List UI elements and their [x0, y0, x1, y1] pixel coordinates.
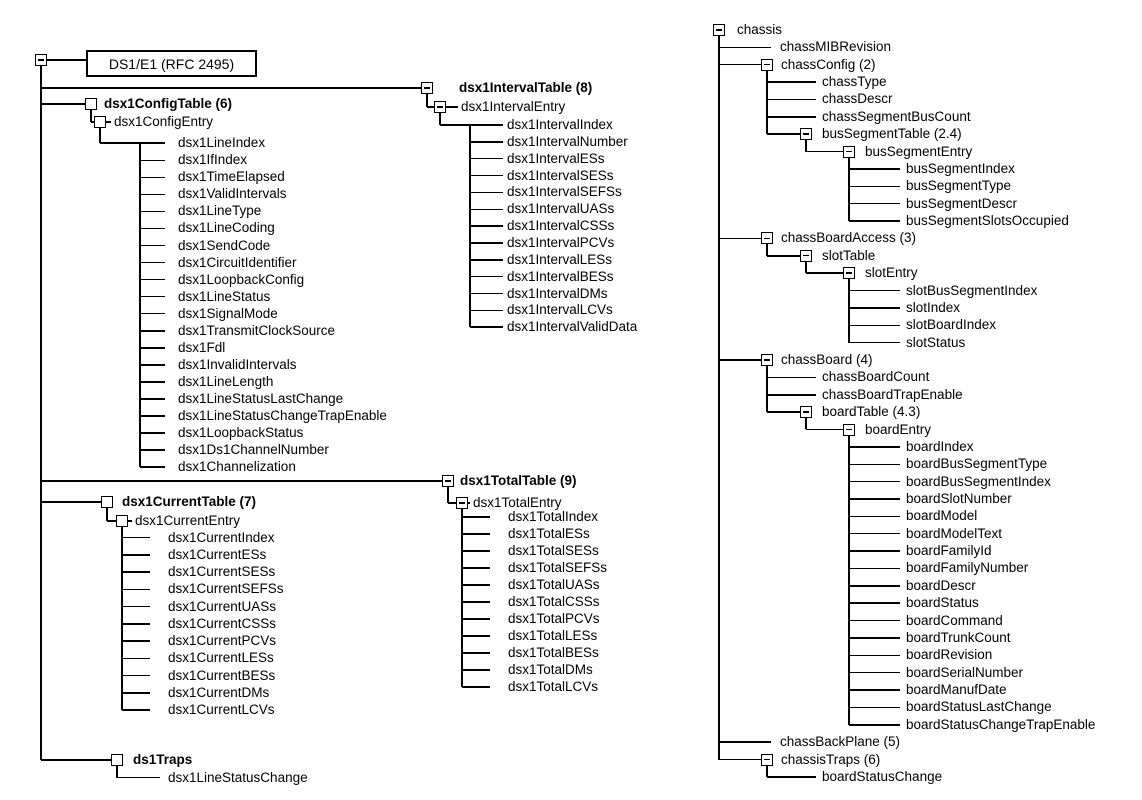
node-dsx1linestatus: dsx1LineStatus — [178, 288, 271, 304]
connector-line — [470, 242, 503, 244]
connector-line — [470, 276, 503, 278]
connector-line — [767, 411, 800, 413]
minus-icon — [716, 29, 722, 31]
minus-icon — [445, 480, 451, 482]
minus-icon — [764, 238, 770, 240]
connector-line — [90, 110, 92, 122]
connector-line — [849, 464, 900, 466]
node-dsx1intervalsefss: dsx1IntervalSEFSs — [507, 184, 622, 200]
connector-line — [849, 724, 900, 726]
node-boardmanufdate: boardManufDate — [906, 682, 1007, 698]
node-dsx1totaltable-9: dsx1TotalTable (9) — [460, 473, 577, 489]
expander-box[interactable] — [456, 497, 468, 509]
expander-box[interactable] — [434, 101, 446, 113]
node-dsx1currentuass: dsx1CurrentUASs — [168, 598, 277, 614]
connector-line — [470, 141, 503, 143]
node-chassistraps-6: chassisTraps (6) — [781, 751, 881, 767]
node-dsx1totalsess: dsx1TotalSESs — [508, 543, 599, 559]
connector-line — [122, 537, 150, 539]
connector-line — [140, 262, 165, 264]
node-boardbussegmentindex: boardBusSegmentIndex — [906, 473, 1051, 489]
connector-line — [849, 620, 900, 622]
connector-line — [122, 623, 150, 625]
connector-line — [440, 124, 503, 126]
node-boardtrunkcount: boardTrunkCount — [906, 630, 1011, 646]
node-bussegmentslotsoccupied: busSegmentSlotsOccupied — [906, 213, 1069, 229]
connector-line — [140, 398, 165, 400]
node-dsx1linecoding: dsx1LineCoding — [178, 220, 275, 236]
expander-box[interactable] — [761, 354, 773, 366]
connector-line — [462, 635, 490, 637]
minus-icon — [846, 429, 852, 431]
expander-box[interactable] — [442, 475, 454, 487]
connector-line — [849, 707, 900, 709]
connector-line — [849, 220, 900, 222]
connector-line — [140, 364, 165, 366]
minus-icon — [764, 759, 770, 761]
connector-line — [40, 66, 42, 760]
connector-line — [849, 533, 900, 535]
connector-line — [470, 293, 503, 295]
minus-icon — [803, 133, 809, 135]
node-dsx1totalsefss: dsx1TotalSEFSs — [508, 560, 608, 576]
connector-line — [719, 759, 761, 761]
connector-line — [448, 502, 456, 504]
connector-line — [140, 296, 165, 298]
node-bussegmentdescr: busSegmentDescr — [906, 195, 1018, 211]
connector-line — [140, 177, 165, 179]
connector-line — [806, 272, 843, 274]
connector-line — [128, 520, 132, 522]
node-ds1traps: ds1Traps — [133, 752, 193, 768]
expander-box[interactable] — [800, 250, 812, 262]
connector-line — [766, 244, 768, 255]
connector-line — [140, 313, 165, 315]
connector-line — [462, 516, 490, 518]
node-boardslotnumber: boardSlotNumber — [906, 491, 1012, 507]
connector-line — [122, 658, 150, 660]
node-slotindex: slotIndex — [906, 300, 961, 316]
node-dsx1intervalvaliddata: dsx1IntervalValidData — [507, 319, 638, 335]
minus-icon — [846, 151, 852, 153]
connector-line — [140, 415, 165, 417]
node-boardrevision: boardRevision — [906, 647, 993, 663]
connector-line — [122, 640, 150, 642]
node-chassboardtrapenable: chassBoardTrapEnable — [822, 386, 963, 402]
connector-line — [122, 554, 150, 556]
node-boardcommand: boardCommand — [906, 612, 1003, 628]
connector-line — [41, 759, 111, 761]
connector-line — [806, 151, 843, 153]
connector-line — [447, 487, 449, 503]
node-dsx1intervalindex: dsx1IntervalIndex — [507, 117, 613, 133]
connector-line — [41, 501, 101, 503]
connector-line — [122, 675, 150, 677]
connector-line — [719, 238, 761, 240]
node-dsx1linestatuschangetrapenable: dsx1LineStatusChangeTrapEnable — [178, 408, 387, 424]
expander-box[interactable] — [94, 116, 106, 128]
node-dsx1signalmode: dsx1SignalMode — [178, 305, 278, 321]
node-dsx1currenttable-7: dsx1CurrentTable (7) — [122, 494, 257, 510]
connector-line — [849, 498, 900, 500]
node-dsx1loopbackstatus: dsx1LoopbackStatus — [178, 425, 304, 441]
node-boardbussegmenttype: boardBusSegmentType — [906, 456, 1048, 472]
connector-line — [117, 777, 160, 779]
node-dsx1configtable-6: dsx1ConfigTable (6) — [104, 96, 233, 112]
node-dsx1totallcvs: dsx1TotalLCVs — [508, 679, 599, 695]
connector-line — [719, 47, 771, 49]
node-dsx1validintervals: dsx1ValidIntervals — [178, 186, 287, 202]
node-dsx1currentindex: dsx1CurrentIndex — [168, 529, 275, 545]
node-slotentry: slotEntry — [865, 265, 918, 281]
connector-line — [849, 168, 900, 170]
connector-line — [106, 508, 108, 521]
connector-line — [426, 94, 428, 107]
connector-line — [99, 128, 101, 143]
connector-line — [462, 652, 490, 654]
node-boardentry: boardEntry — [865, 421, 932, 437]
node-chasstype: chassType — [822, 74, 887, 90]
node-boardstatus: boardStatus — [906, 595, 979, 611]
expander-box[interactable] — [761, 232, 773, 244]
expander-box[interactable] — [713, 24, 725, 36]
node-dsx1intervaldms: dsx1IntervalDMs — [507, 285, 608, 301]
connector-line — [849, 550, 900, 552]
node-boardmodel: boardModel — [906, 508, 978, 524]
node-boardfamilynumber: boardFamilyNumber — [906, 560, 1029, 576]
minus-icon — [764, 359, 770, 361]
node-dsx1currententry: dsx1CurrentEntry — [135, 513, 241, 529]
connector-line — [122, 571, 150, 573]
node-dsx1currentsefss: dsx1CurrentSEFSs — [168, 581, 284, 597]
connector-line — [122, 606, 150, 608]
connector-line — [462, 601, 490, 603]
node-dsx1totaluass: dsx1TotalUASs — [508, 577, 600, 593]
connector-line — [140, 347, 165, 349]
connector-line — [470, 158, 503, 160]
node-boardstatuschange: boardStatusChange — [822, 769, 943, 785]
connector-line — [849, 672, 900, 674]
connector-line — [470, 225, 503, 227]
node-chasssegmentbuscount: chassSegmentBusCount — [822, 109, 971, 125]
connector-line — [140, 279, 165, 281]
node-bussegmenttable-2-4: busSegmentTable (2.4) — [822, 126, 962, 142]
connector-line — [849, 602, 900, 604]
node-chassdescr: chassDescr — [822, 91, 893, 107]
root-title-label: DS1/E1 (RFC 2495) — [108, 55, 235, 72]
connector-line — [140, 194, 165, 196]
connector-line — [719, 359, 761, 361]
connector-line — [41, 480, 442, 482]
node-dsx1intervalbess: dsx1IntervalBESs — [507, 268, 614, 284]
connector-line — [140, 160, 165, 162]
connector-line — [462, 686, 490, 688]
connector-line — [767, 776, 816, 778]
connector-line — [848, 436, 850, 725]
node-chassboardaccess-3: chassBoardAccess (3) — [781, 230, 917, 246]
node-dsx1intervalcsss: dsx1IntervalCSSs — [507, 218, 615, 234]
expander-box[interactable] — [761, 59, 773, 71]
minus-icon — [424, 87, 430, 89]
connector-line — [849, 481, 900, 483]
connector-line — [462, 533, 490, 535]
connector-line — [718, 36, 720, 760]
connector-line — [140, 432, 165, 434]
expander-box[interactable] — [843, 267, 855, 279]
expander-box[interactable] — [35, 54, 47, 66]
connector-line — [767, 394, 816, 396]
connector-line — [766, 366, 768, 412]
node-dsx1intervalentry: dsx1IntervalEntry — [461, 99, 566, 115]
node-dsx1currentdms: dsx1CurrentDMs — [168, 684, 270, 700]
connector-line — [849, 325, 900, 327]
node-dsx1invalidintervals: dsx1InvalidIntervals — [178, 357, 297, 373]
connector-line — [140, 449, 165, 451]
connector-line — [849, 446, 900, 448]
node-dsx1intervalsess: dsx1IntervalSESs — [507, 167, 614, 183]
connector-line — [767, 377, 816, 379]
node-dsx1timeelapsed: dsx1TimeElapsed — [178, 169, 285, 185]
connector-line — [767, 116, 816, 118]
node-dsx1currentbess: dsx1CurrentBESs — [168, 667, 276, 683]
connector-line — [439, 113, 441, 125]
connector-line — [470, 326, 503, 328]
node-dsx1totalcsss: dsx1TotalCSSs — [508, 594, 600, 610]
connector-line — [470, 192, 503, 194]
expander-box[interactable] — [101, 496, 113, 508]
node-dsx1circuitidentifier: dsx1CircuitIdentifier — [178, 254, 297, 270]
connector-line — [805, 418, 807, 429]
expander-box[interactable] — [421, 82, 433, 94]
node-dsx1currentsess: dsx1CurrentSESs — [168, 564, 276, 580]
connector-line — [140, 245, 165, 247]
connector-line — [470, 209, 503, 211]
node-dsx1ifindex: dsx1IfIndex — [178, 152, 248, 168]
node-dsx1linestatuschange: dsx1LineStatusChange — [168, 769, 308, 785]
connector-line — [848, 279, 850, 342]
node-dsx1sendcode: dsx1SendCode — [178, 237, 271, 253]
connector-line — [140, 330, 165, 332]
node-dsx1intervaltable-8: dsx1IntervalTable (8) — [459, 80, 593, 96]
node-dsx1totalless: dsx1TotalLESs — [508, 628, 598, 644]
connector-line — [122, 709, 150, 711]
node-boardstatuschangetrapenable: boardStatusChangeTrapEnable — [906, 716, 1096, 732]
connector-line — [122, 589, 150, 591]
node-dsx1totalbess: dsx1TotalBESs — [508, 645, 599, 661]
minus-icon — [803, 411, 809, 413]
connector-line — [849, 307, 900, 309]
connector-line — [140, 211, 165, 213]
node-dsx1intervaless: dsx1IntervalESs — [507, 150, 605, 166]
connector-line — [462, 669, 490, 671]
connector-line — [140, 466, 165, 468]
connector-line — [849, 655, 900, 657]
minus-icon — [38, 59, 44, 61]
node-dsx1fdl: dsx1Fdl — [178, 339, 226, 355]
connector-line — [140, 381, 165, 383]
minus-icon — [803, 255, 809, 257]
node-dsx1totaless: dsx1TotalESs — [508, 526, 590, 542]
expander-box[interactable] — [761, 754, 773, 766]
connector-line — [140, 228, 165, 230]
connector-line — [41, 87, 421, 89]
node-dsx1intervalless: dsx1IntervalLESs — [507, 251, 613, 267]
connector-line — [462, 550, 490, 552]
node-dsx1currentlcvs: dsx1CurrentLCVs — [168, 702, 275, 718]
node-chassboard-4: chassBoard (4) — [781, 352, 873, 368]
connector-line — [139, 143, 141, 467]
connector-line — [849, 585, 900, 587]
connector-line — [468, 502, 470, 504]
connector-line — [461, 509, 463, 687]
minus-icon — [437, 106, 443, 108]
node-dsx1linestatuslastchange: dsx1LineStatusLastChange — [178, 391, 344, 407]
node-dsx1totalindex: dsx1TotalIndex — [508, 509, 599, 525]
node-boardindex: boardIndex — [906, 439, 974, 455]
connector-line — [427, 106, 434, 108]
node-chassbackplane-5: chassBackPlane (5) — [780, 734, 901, 750]
node-chassis: chassis — [737, 22, 783, 38]
node-chassmibrevision: chassMIBRevision — [780, 39, 892, 55]
node-boardstatuslastchange: boardStatusLastChange — [906, 699, 1052, 715]
expander-box[interactable] — [116, 515, 128, 527]
connector-line — [805, 262, 807, 273]
expander-box[interactable] — [843, 424, 855, 436]
node-dsx1channelization: dsx1Channelization — [178, 459, 296, 475]
connector-line — [849, 637, 900, 639]
connector-line — [849, 186, 900, 188]
connector-line — [100, 142, 165, 144]
expander-box[interactable] — [800, 128, 812, 140]
node-dsx1configentry: dsx1ConfigEntry — [114, 114, 214, 130]
node-dsx1transmitclocksource: dsx1TransmitClockSource — [178, 322, 336, 338]
root-title-box — [86, 50, 257, 77]
node-slottable: slotTable — [822, 247, 876, 263]
connector-line — [462, 618, 490, 620]
node-boardfamilyid: boardFamilyId — [906, 543, 992, 559]
connector-line — [462, 567, 490, 569]
connector-line — [806, 429, 843, 431]
node-dsx1intervallcvs: dsx1IntervalLCVs — [507, 302, 613, 318]
node-chassconfig-2: chassConfig (2) — [781, 56, 876, 72]
expander-box[interactable] — [111, 754, 123, 766]
connector-line — [848, 158, 850, 221]
node-dsx1ds1channelnumber: dsx1Ds1ChannelNumber — [178, 442, 329, 458]
node-dsx1lineindex: dsx1LineIndex — [178, 135, 266, 151]
connector-line — [805, 140, 807, 151]
minus-icon — [459, 502, 465, 504]
connector-line — [122, 692, 150, 694]
node-dsx1currentpcvs: dsx1CurrentPCVs — [168, 633, 277, 649]
node-slotbussegmentindex: slotBusSegmentIndex — [906, 282, 1038, 298]
node-dsx1loopbackconfig: dsx1LoopbackConfig — [178, 271, 305, 287]
node-boardserialnumber: boardSerialNumber — [906, 664, 1024, 680]
node-boardtable-4-3: boardTable (4.3) — [822, 404, 921, 420]
node-dsx1currentess: dsx1CurrentESs — [168, 546, 267, 562]
node-dsx1totaldms: dsx1TotalDMs — [508, 662, 593, 678]
node-slotboardindex: slotBoardIndex — [906, 317, 997, 333]
node-dsx1intervaluass: dsx1IntervalUASs — [507, 201, 615, 217]
node-dsx1linelength: dsx1LineLength — [178, 374, 274, 390]
connector-line — [849, 516, 900, 518]
node-bussegmentindex: busSegmentIndex — [906, 161, 1015, 177]
expander-box[interactable] — [843, 146, 855, 158]
node-boarddescr: boardDescr — [906, 578, 976, 594]
expander-box[interactable] — [800, 406, 812, 418]
connector-line — [849, 342, 900, 344]
connector-line — [47, 59, 86, 61]
node-bussegmenttype: busSegmentType — [906, 178, 1012, 194]
node-boardmodeltext: boardModelText — [906, 525, 1003, 541]
connector-line — [107, 520, 116, 522]
connector-line — [470, 310, 503, 312]
connector-line — [767, 255, 800, 257]
connector-line — [849, 203, 900, 205]
node-slotstatus: slotStatus — [906, 334, 966, 350]
connector-line — [719, 64, 761, 66]
connector-line — [766, 766, 768, 777]
connector-line — [767, 99, 816, 101]
connector-line — [41, 103, 85, 105]
connector-line — [446, 106, 458, 108]
connector-line — [719, 741, 771, 743]
connector-line — [767, 133, 800, 135]
connector-line — [849, 568, 900, 570]
connector-line — [470, 259, 503, 261]
connector-line — [470, 175, 503, 177]
connector-line — [462, 584, 490, 586]
connector-line — [767, 81, 816, 83]
node-bussegmententry: busSegmentEntry — [865, 143, 973, 159]
minus-icon — [846, 272, 852, 274]
connector-line — [849, 689, 900, 691]
node-dsx1intervalnumber: dsx1IntervalNumber — [507, 134, 628, 150]
minus-icon — [764, 64, 770, 66]
connector-line — [766, 71, 768, 134]
node-dsx1currentless: dsx1CurrentLESs — [168, 650, 274, 666]
node-dsx1totalentry: dsx1TotalEntry — [473, 495, 562, 511]
node-dsx1linetype: dsx1LineType — [178, 203, 262, 219]
node-chassboardcount: chassBoardCount — [822, 369, 930, 385]
connector-line — [849, 290, 900, 292]
connector-line — [106, 121, 111, 123]
node-dsx1currentcsss: dsx1CurrentCSSs — [168, 615, 277, 631]
expander-box[interactable] — [85, 98, 97, 110]
node-dsx1totalpcvs: dsx1TotalPCVs — [508, 611, 600, 627]
node-dsx1intervalpcvs: dsx1IntervalPCVs — [507, 235, 615, 251]
